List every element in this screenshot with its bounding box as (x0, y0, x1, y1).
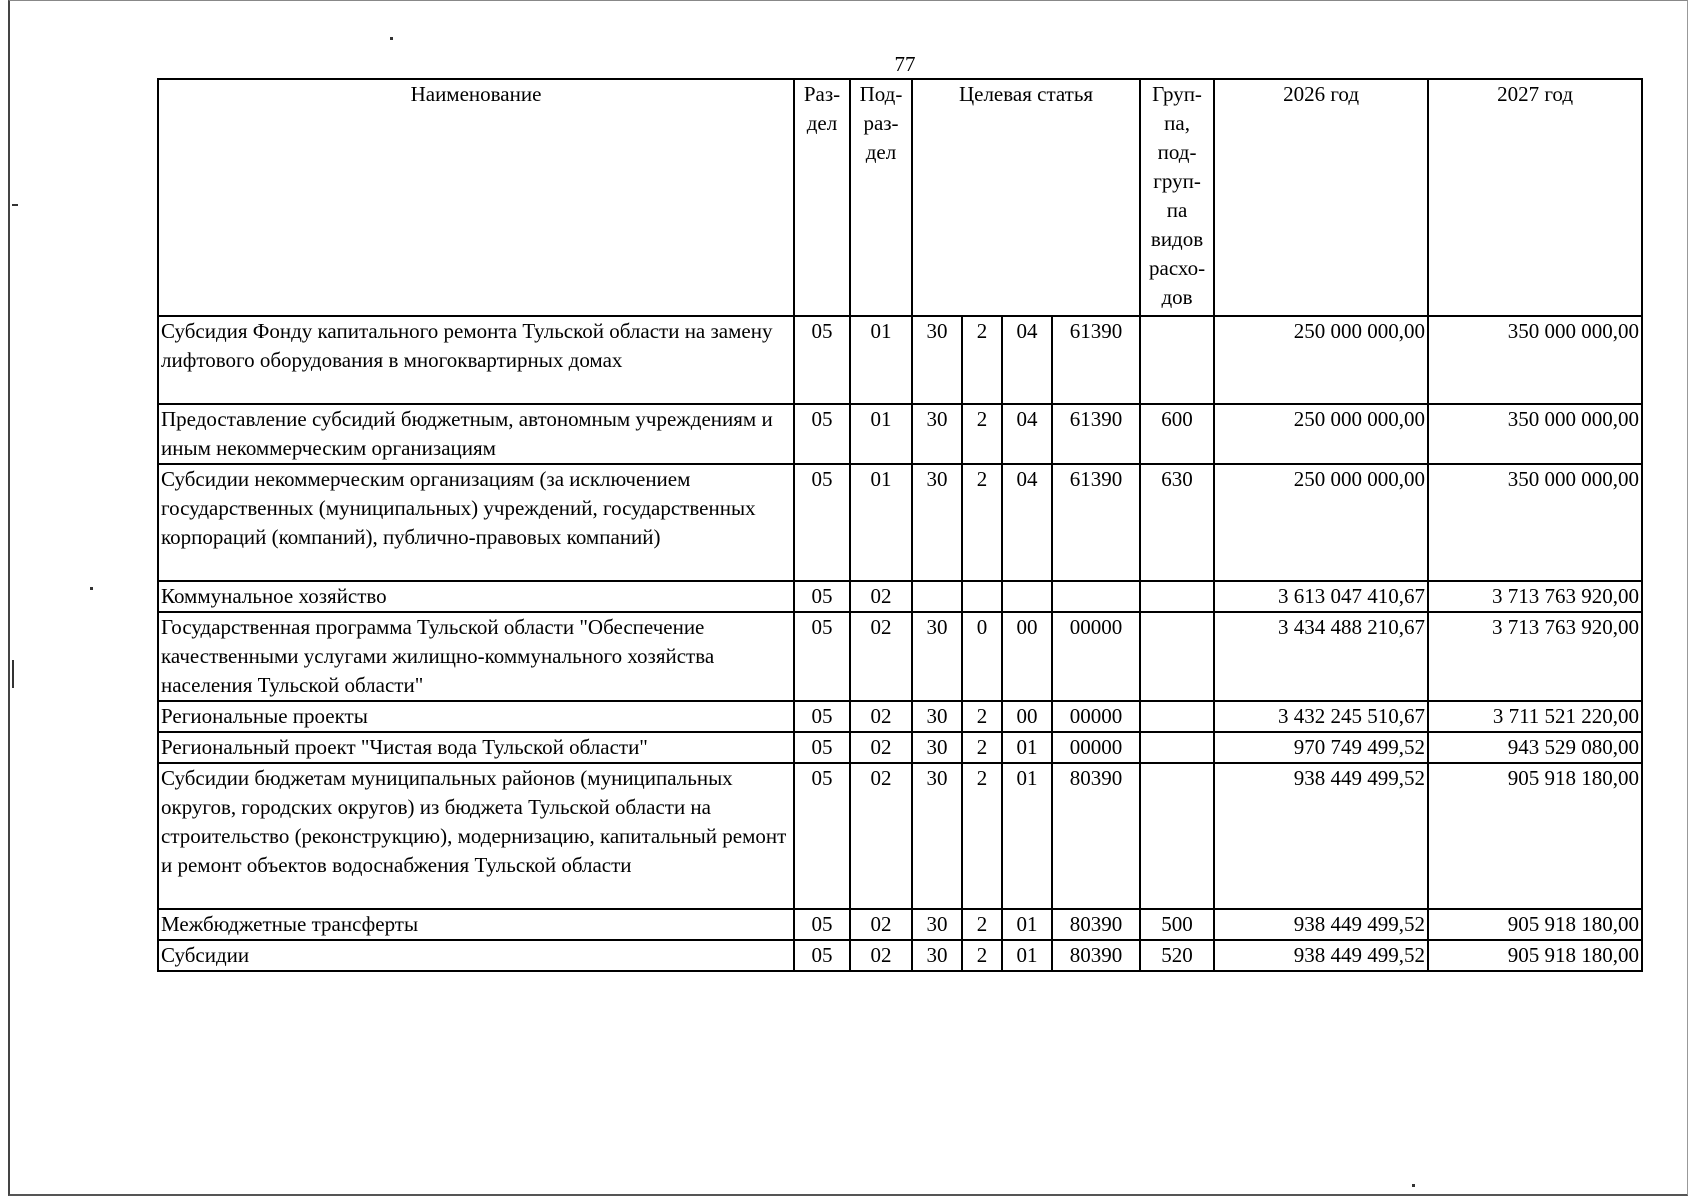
row-expense-group (1140, 732, 1214, 763)
table-header-row (158, 79, 1642, 316)
row-name: Предоставление субсидий бюджетным, автономным учреждениям и иным некоммерческим организациям (158, 404, 794, 464)
row-target-direction: 80390 (1052, 940, 1140, 971)
row-razdel: 05 (794, 701, 850, 732)
column-header-2027: 2027 год (1428, 79, 1642, 316)
row-expense-group (1140, 581, 1214, 612)
row-razdel: 05 (794, 404, 850, 464)
row-podrazdel: 01 (850, 464, 912, 581)
row-target-program: 30 (912, 316, 962, 404)
row-name: Межбюджетные трансферты (158, 909, 794, 940)
scan-dot (12, 204, 18, 206)
row-target-direction: 61390 (1052, 404, 1140, 464)
row-target-type: 2 (962, 732, 1002, 763)
row-name: Субсидии (158, 940, 794, 971)
row-target-type: 2 (962, 701, 1002, 732)
row-target-element (1002, 581, 1052, 612)
column-header-name: Наименование (158, 79, 794, 316)
row-razdel: 05 (794, 732, 850, 763)
row-amount-2026: 3 432 245 510,67 (1214, 701, 1428, 732)
row-target-type: 2 (962, 940, 1002, 971)
row-target-type (962, 581, 1002, 612)
row-target-element: 01 (1002, 763, 1052, 909)
row-podrazdel: 02 (850, 701, 912, 732)
row-podrazdel: 02 (850, 732, 912, 763)
row-target-type: 0 (962, 612, 1002, 701)
table-row (158, 909, 1642, 940)
table-row (158, 612, 1642, 701)
row-target-program: 30 (912, 701, 962, 732)
row-amount-2026: 250 000 000,00 (1214, 316, 1428, 404)
row-podrazdel: 02 (850, 581, 912, 612)
column-header-2026: 2026 год (1214, 79, 1428, 316)
row-amount-2027: 3 713 763 920,00 (1428, 581, 1642, 612)
row-amount-2027: 3 713 763 920,00 (1428, 612, 1642, 701)
table-row (158, 464, 1642, 581)
table-row (158, 581, 1642, 612)
row-target-program: 30 (912, 404, 962, 464)
row-expense-group: 500 (1140, 909, 1214, 940)
row-target-direction: 80390 (1052, 909, 1140, 940)
scan-dot (1412, 1184, 1415, 1187)
row-podrazdel: 01 (850, 404, 912, 464)
scan-mark-edge (12, 660, 14, 688)
row-podrazdel: 02 (850, 612, 912, 701)
row-name: Государственная программа Тульской области "Обеспечение качественными услугами жилищно-коммунального хозяйства населения Тульской области" (158, 612, 794, 701)
row-target-direction: 61390 (1052, 464, 1140, 581)
row-target-program: 30 (912, 909, 962, 940)
page-number: 77 (894, 52, 916, 76)
row-target-direction: 80390 (1052, 763, 1140, 909)
row-target-type: 2 (962, 464, 1002, 581)
row-target-program: 30 (912, 612, 962, 701)
row-amount-2027: 905 918 180,00 (1428, 763, 1642, 909)
row-amount-2026: 938 449 499,52 (1214, 763, 1428, 909)
column-header-podrazdel: Под- раз- дел (850, 79, 912, 316)
row-target-program: 30 (912, 763, 962, 909)
row-target-type: 2 (962, 316, 1002, 404)
row-target-program: 30 (912, 940, 962, 971)
row-target-direction (1052, 581, 1140, 612)
table-row (158, 732, 1642, 763)
row-razdel: 05 (794, 316, 850, 404)
row-podrazdel: 02 (850, 909, 912, 940)
row-expense-group (1140, 316, 1214, 404)
row-target-program (912, 581, 962, 612)
row-amount-2027: 3 711 521 220,00 (1428, 701, 1642, 732)
row-expense-group: 520 (1140, 940, 1214, 971)
row-target-direction: 00000 (1052, 701, 1140, 732)
row-amount-2026: 938 449 499,52 (1214, 909, 1428, 940)
row-razdel: 05 (794, 581, 850, 612)
row-name: Коммунальное хозяйство (158, 581, 794, 612)
row-target-element: 04 (1002, 404, 1052, 464)
row-target-type: 2 (962, 909, 1002, 940)
row-podrazdel: 02 (850, 763, 912, 909)
row-target-program: 30 (912, 732, 962, 763)
scan-dot (90, 587, 93, 590)
budget-table (157, 78, 1643, 972)
row-razdel: 05 (794, 464, 850, 581)
table-row (158, 316, 1642, 404)
row-amount-2026: 970 749 499,52 (1214, 732, 1428, 763)
row-amount-2027: 350 000 000,00 (1428, 316, 1642, 404)
column-header-target-article: Целевая статья (912, 79, 1140, 316)
row-expense-group (1140, 701, 1214, 732)
row-podrazdel: 02 (850, 940, 912, 971)
row-name: Субсидии бюджетам муниципальных районов (муниципальных округов, городских округов) из бюджета Тульской области на строительство (реконструкцию), модернизацию, капитальный ремонт и ремонт объектов водоснабжения Тульской области (158, 763, 794, 909)
row-razdel: 05 (794, 612, 850, 701)
row-name: Региональный проект "Чистая вода Тульской области" (158, 732, 794, 763)
row-target-program: 30 (912, 464, 962, 581)
row-razdel: 05 (794, 940, 850, 971)
row-target-element: 00 (1002, 701, 1052, 732)
row-name: Субсидии некоммерческим организациям (за исключением государственных (муниципальных) учреждений, государственных корпораций (компаний), публично-правовых компаний) (158, 464, 794, 581)
row-target-element: 00 (1002, 612, 1052, 701)
row-amount-2026: 250 000 000,00 (1214, 404, 1428, 464)
row-target-type: 2 (962, 404, 1002, 464)
row-amount-2027: 905 918 180,00 (1428, 940, 1642, 971)
row-amount-2026: 250 000 000,00 (1214, 464, 1428, 581)
row-target-element: 01 (1002, 909, 1052, 940)
row-amount-2026: 3 434 488 210,67 (1214, 612, 1428, 701)
row-expense-group (1140, 612, 1214, 701)
row-amount-2027: 943 529 080,00 (1428, 732, 1642, 763)
table-row (158, 701, 1642, 732)
row-target-element: 01 (1002, 940, 1052, 971)
scan-dot (390, 37, 393, 40)
row-name: Региональные проекты (158, 701, 794, 732)
row-target-element: 01 (1002, 732, 1052, 763)
table-row (158, 404, 1642, 464)
row-expense-group: 600 (1140, 404, 1214, 464)
column-header-razdel: Раз- дел (794, 79, 850, 316)
row-name: Субсидия Фонду капитального ремонта Тульской области на замену лифтового оборудования в многоквартирных домах (158, 316, 794, 404)
row-amount-2027: 350 000 000,00 (1428, 464, 1642, 581)
row-amount-2027: 905 918 180,00 (1428, 909, 1642, 940)
column-header-group: Груп- па, под- груп- па видов расхо- дов (1140, 79, 1214, 316)
row-amount-2026: 3 613 047 410,67 (1214, 581, 1428, 612)
row-amount-2026: 938 449 499,52 (1214, 940, 1428, 971)
row-expense-group (1140, 763, 1214, 909)
table-row (158, 763, 1642, 909)
row-razdel: 05 (794, 763, 850, 909)
row-podrazdel: 01 (850, 316, 912, 404)
row-target-direction: 61390 (1052, 316, 1140, 404)
row-target-direction: 00000 (1052, 732, 1140, 763)
table-row (158, 940, 1642, 971)
row-razdel: 05 (794, 909, 850, 940)
row-target-type: 2 (962, 763, 1002, 909)
row-amount-2027: 350 000 000,00 (1428, 404, 1642, 464)
row-target-element: 04 (1002, 464, 1052, 581)
row-target-direction: 00000 (1052, 612, 1140, 701)
row-expense-group: 630 (1140, 464, 1214, 581)
row-target-element: 04 (1002, 316, 1052, 404)
